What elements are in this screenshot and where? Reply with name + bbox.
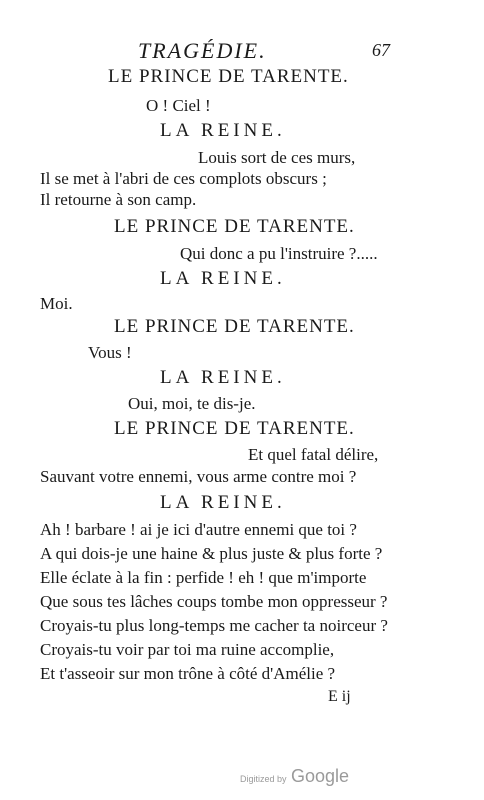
speaker-label: LA REINE. xyxy=(160,120,286,141)
watermark-prefix: Digitized by xyxy=(240,774,287,784)
speaker-label: LA REINE. xyxy=(160,367,286,388)
verse-line: Qui donc a pu l'instruire ?..... xyxy=(180,244,378,263)
verse-line: Vous ! xyxy=(88,343,132,362)
verse-line: Moi. xyxy=(40,294,73,313)
verse-line: Ah ! barbare ! ai je ici d'autre ennemi que toi ? xyxy=(40,520,357,539)
verse-line: Que sous tes lâches coups tombe mon oppresseur ? xyxy=(40,592,388,611)
speaker-label: LE PRINCE DE TARENTE. xyxy=(114,316,355,337)
google-wordmark: Google xyxy=(290,766,350,786)
digitized-watermark xyxy=(240,766,349,787)
verse-line: Louis sort de ces murs, xyxy=(198,148,356,167)
speaker-label: LA REINE. xyxy=(160,268,286,289)
verse-line: Il retourne à son camp. xyxy=(40,190,197,209)
verse-line: Elle éclate à la fin : perfide ! eh ! que m'importe xyxy=(40,568,367,587)
verse-line: Il se met à l'abri de ces complots obscurs ; xyxy=(40,169,327,188)
page-number: 67 xyxy=(372,40,390,60)
verse-line: Croyais-tu plus long-temps me cacher ta noirceur ? xyxy=(40,616,388,635)
verse-line: O ! Ciel ! xyxy=(146,96,211,115)
verse-line: Croyais-tu voir par toi ma ruine accomplie, xyxy=(40,640,335,659)
speaker-label: LE PRINCE DE TARENTE. xyxy=(108,66,349,87)
verse-line: Sauvant votre ennemi, vous arme contre moi ? xyxy=(40,467,357,486)
speaker-label: LE PRINCE DE TARENTE. xyxy=(114,418,355,439)
verse-line: Et quel fatal délire, xyxy=(248,445,379,464)
speaker-label: LE PRINCE DE TARENTE. xyxy=(114,216,355,237)
verse-line: Oui, moi, te dis-je. xyxy=(128,394,256,413)
speaker-label: LA REINE. xyxy=(160,492,286,513)
verse-line: Et t'asseoir sur mon trône à côté d'Amélie ? xyxy=(40,664,336,683)
running-header: TRAGÉDIE. xyxy=(138,38,267,63)
signature-mark: E ij xyxy=(328,688,351,705)
verse-line: A qui dois-je une haine & plus juste & plus forte ? xyxy=(40,544,383,563)
